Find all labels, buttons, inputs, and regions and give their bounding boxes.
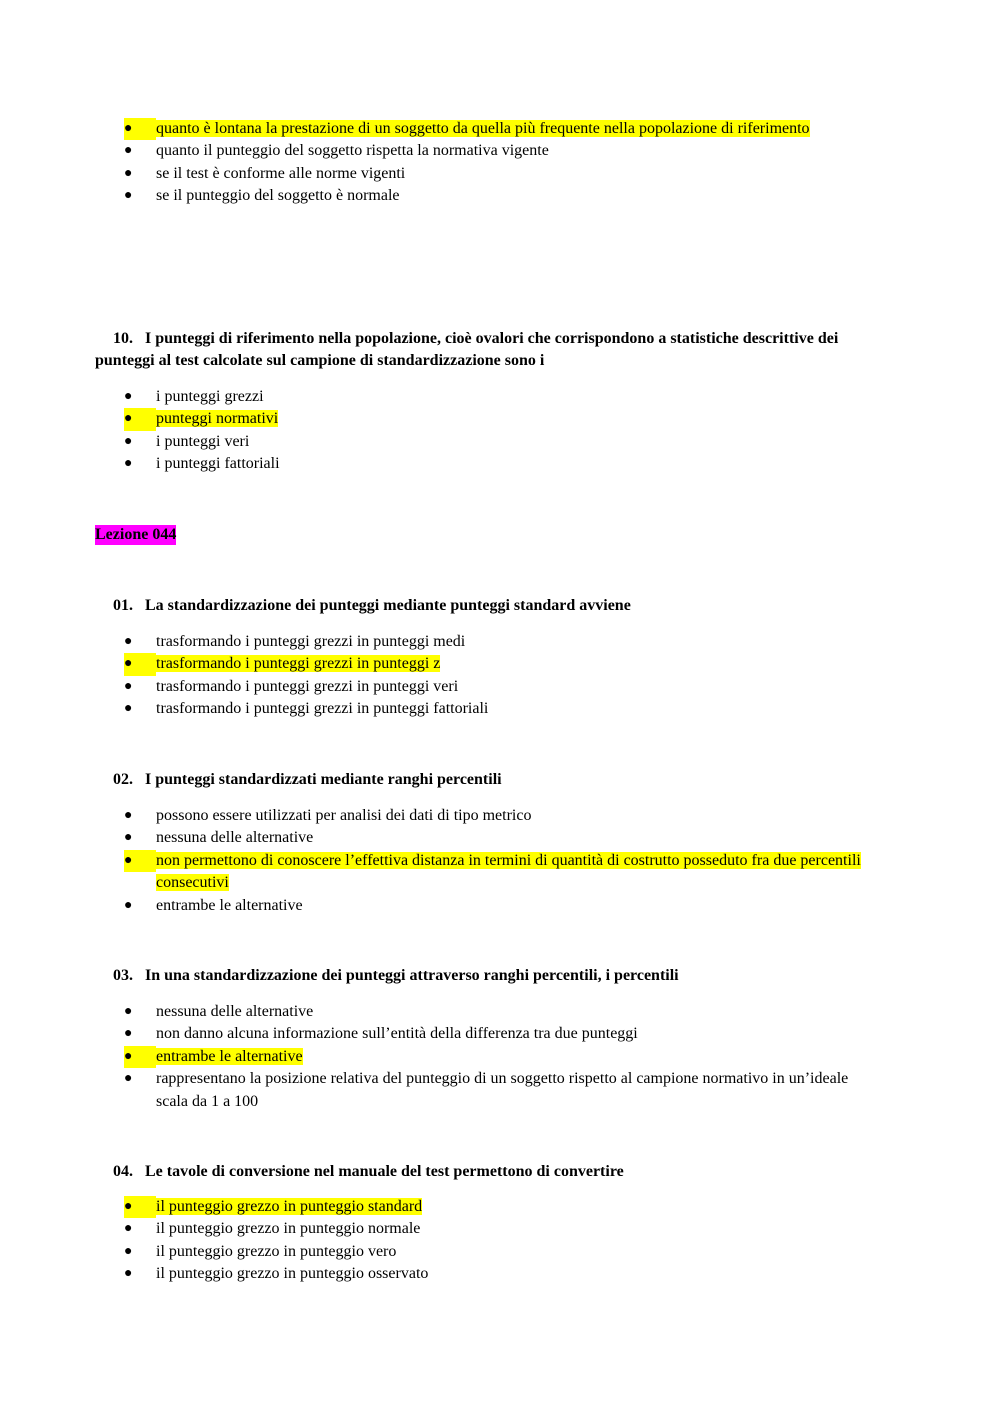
option-text: il punteggio grezzo in punteggio standard bbox=[156, 1198, 423, 1215]
option-text: trasformando i punteggi grezzi in punteggi z bbox=[156, 655, 441, 673]
options-list-prev bbox=[0, 118, 1000, 208]
bullet-icon: ● bbox=[124, 701, 133, 717]
bullet-icon: ● bbox=[124, 678, 133, 694]
option-text: entrambe le alternative bbox=[156, 1047, 303, 1065]
option-text-continued: consecutivi bbox=[156, 874, 229, 892]
option-text: quanto è lontana la prestazione di un soggetto da quella più frequente nella popolazione di riferimento bbox=[156, 120, 810, 137]
option-item bbox=[0, 827, 898, 849]
bullet-icon: ● bbox=[124, 389, 133, 404]
option-text: non danno alcuna informazione sull’entità della differenza tra due punteggi bbox=[156, 1025, 638, 1043]
question-text: La standardizzazione dei punteggi mediante punteggi standard avviene bbox=[145, 597, 631, 614]
option-item bbox=[0, 118, 898, 140]
option-item bbox=[0, 631, 898, 653]
option-text: entrambe le alternative bbox=[156, 896, 303, 914]
option-text-continued: scala da 1 a 100 bbox=[156, 1092, 259, 1110]
option-item bbox=[0, 386, 898, 408]
bullet-icon: ● bbox=[124, 1004, 133, 1019]
bullet-icon: ● bbox=[124, 456, 133, 472]
question-line: punteggi al test calcolate sul campione di standardizzazione sono i bbox=[95, 352, 545, 370]
bullet-icon: ● bbox=[124, 653, 156, 675]
option-text: rappresentano la posizione relativa del punteggio di un soggetto rispetto al campione normativo in un’ideale bbox=[156, 1070, 849, 1088]
options-list-q03 bbox=[0, 1001, 1000, 1113]
option-text: possono essere utilizzati per analisi dei dati di tipo metrico bbox=[156, 807, 532, 824]
bullet-icon: ● bbox=[124, 1243, 133, 1259]
question-number: 03. bbox=[113, 967, 133, 984]
question-text: I punteggi di riferimento nella popolazione, cioè ovalori che corrispondono a statistiche descrittive dei bbox=[145, 330, 839, 347]
option-text: i punteggi fattoriali bbox=[156, 455, 280, 473]
bullet-icon: ● bbox=[124, 1026, 133, 1042]
option-text: se il test è conforme alle norme vigenti bbox=[156, 164, 406, 182]
option-item bbox=[0, 453, 898, 475]
option-item bbox=[0, 1001, 898, 1023]
bullet-icon: ● bbox=[124, 897, 133, 913]
question-number: 02. bbox=[113, 771, 133, 788]
question-number: 01. bbox=[113, 597, 133, 614]
option-item bbox=[0, 1023, 898, 1045]
options-list-q01 bbox=[0, 631, 1000, 721]
question-number: 10. bbox=[113, 330, 133, 347]
option-item bbox=[0, 185, 898, 207]
option-item bbox=[0, 1196, 898, 1218]
option-text: non permettono di conoscere l’effettiva distanza in termini di quantità di costrutto posseduto fra due percentili bbox=[156, 851, 861, 869]
option-item bbox=[0, 1218, 898, 1240]
question-03 bbox=[95, 965, 895, 987]
option-item bbox=[0, 850, 898, 895]
question-01 bbox=[95, 595, 895, 617]
option-item bbox=[0, 163, 898, 185]
option-item bbox=[0, 1068, 898, 1113]
option-item bbox=[0, 408, 898, 430]
option-item bbox=[0, 698, 898, 720]
option-text: se il punteggio del soggetto è normale bbox=[156, 187, 400, 205]
option-text: quanto il punteggio del soggetto rispetta la normativa vigente bbox=[156, 142, 549, 160]
option-item bbox=[0, 431, 898, 453]
bullet-icon: ● bbox=[124, 1196, 156, 1218]
bullet-icon: ● bbox=[124, 118, 156, 140]
bullet-icon: ● bbox=[124, 165, 133, 181]
option-item bbox=[0, 895, 898, 917]
options-list-q04 bbox=[0, 1196, 1000, 1286]
bullet-icon: ● bbox=[124, 634, 133, 649]
bullet-icon: ● bbox=[124, 188, 133, 204]
option-item bbox=[0, 653, 898, 675]
bullet-icon: ● bbox=[124, 1046, 156, 1068]
question-04 bbox=[95, 1161, 895, 1183]
question-number: 04. bbox=[113, 1163, 133, 1180]
bullet-icon: ● bbox=[124, 830, 133, 846]
question-line bbox=[95, 328, 895, 350]
bullet-icon: ● bbox=[124, 850, 156, 872]
options-list-q10 bbox=[0, 386, 1000, 476]
question-text: I punteggi standardizzati mediante ranghi percentili bbox=[145, 771, 502, 788]
bullet-icon: ● bbox=[124, 1221, 133, 1237]
option-text: il punteggio grezzo in punteggio vero bbox=[156, 1242, 397, 1260]
option-text: trasformando i punteggi grezzi in punteggi medi bbox=[156, 633, 466, 650]
option-text: il punteggio grezzo in punteggio osservato bbox=[156, 1265, 429, 1283]
option-text: trasformando i punteggi grezzi in punteggi veri bbox=[156, 677, 459, 695]
bullet-icon: ● bbox=[124, 808, 133, 823]
option-item bbox=[0, 1241, 898, 1263]
option-text: trasformando i punteggi grezzi in punteggi fattoriali bbox=[156, 700, 489, 718]
bullet-icon: ● bbox=[124, 143, 133, 159]
option-item bbox=[0, 676, 898, 698]
option-item bbox=[0, 805, 898, 827]
options-list-q02 bbox=[0, 805, 1000, 917]
option-text: punteggi normativi bbox=[156, 410, 279, 428]
question-text: In una standardizzazione dei punteggi attraverso ranghi percentili, i percentili bbox=[145, 967, 679, 984]
question-text: Le tavole di conversione nel manuale del test permettono di convertire bbox=[145, 1163, 624, 1180]
option-text: il punteggio grezzo in punteggio normale bbox=[156, 1220, 421, 1238]
option-item bbox=[0, 1263, 898, 1285]
bullet-icon: ● bbox=[124, 1071, 133, 1087]
option-text: nessuna delle alternative bbox=[156, 1003, 314, 1020]
question-10 bbox=[95, 328, 895, 373]
option-text: i punteggi grezzi bbox=[156, 388, 264, 405]
bullet-icon: ● bbox=[124, 408, 156, 430]
option-text: nessuna delle alternative bbox=[156, 829, 314, 847]
lesson-heading: Lezione 044 bbox=[95, 526, 177, 543]
option-item bbox=[0, 140, 898, 162]
question-02 bbox=[95, 769, 895, 791]
option-text: i punteggi veri bbox=[156, 432, 250, 450]
bullet-icon: ● bbox=[124, 433, 133, 449]
bullet-icon: ● bbox=[124, 1266, 133, 1282]
option-item bbox=[0, 1046, 898, 1068]
